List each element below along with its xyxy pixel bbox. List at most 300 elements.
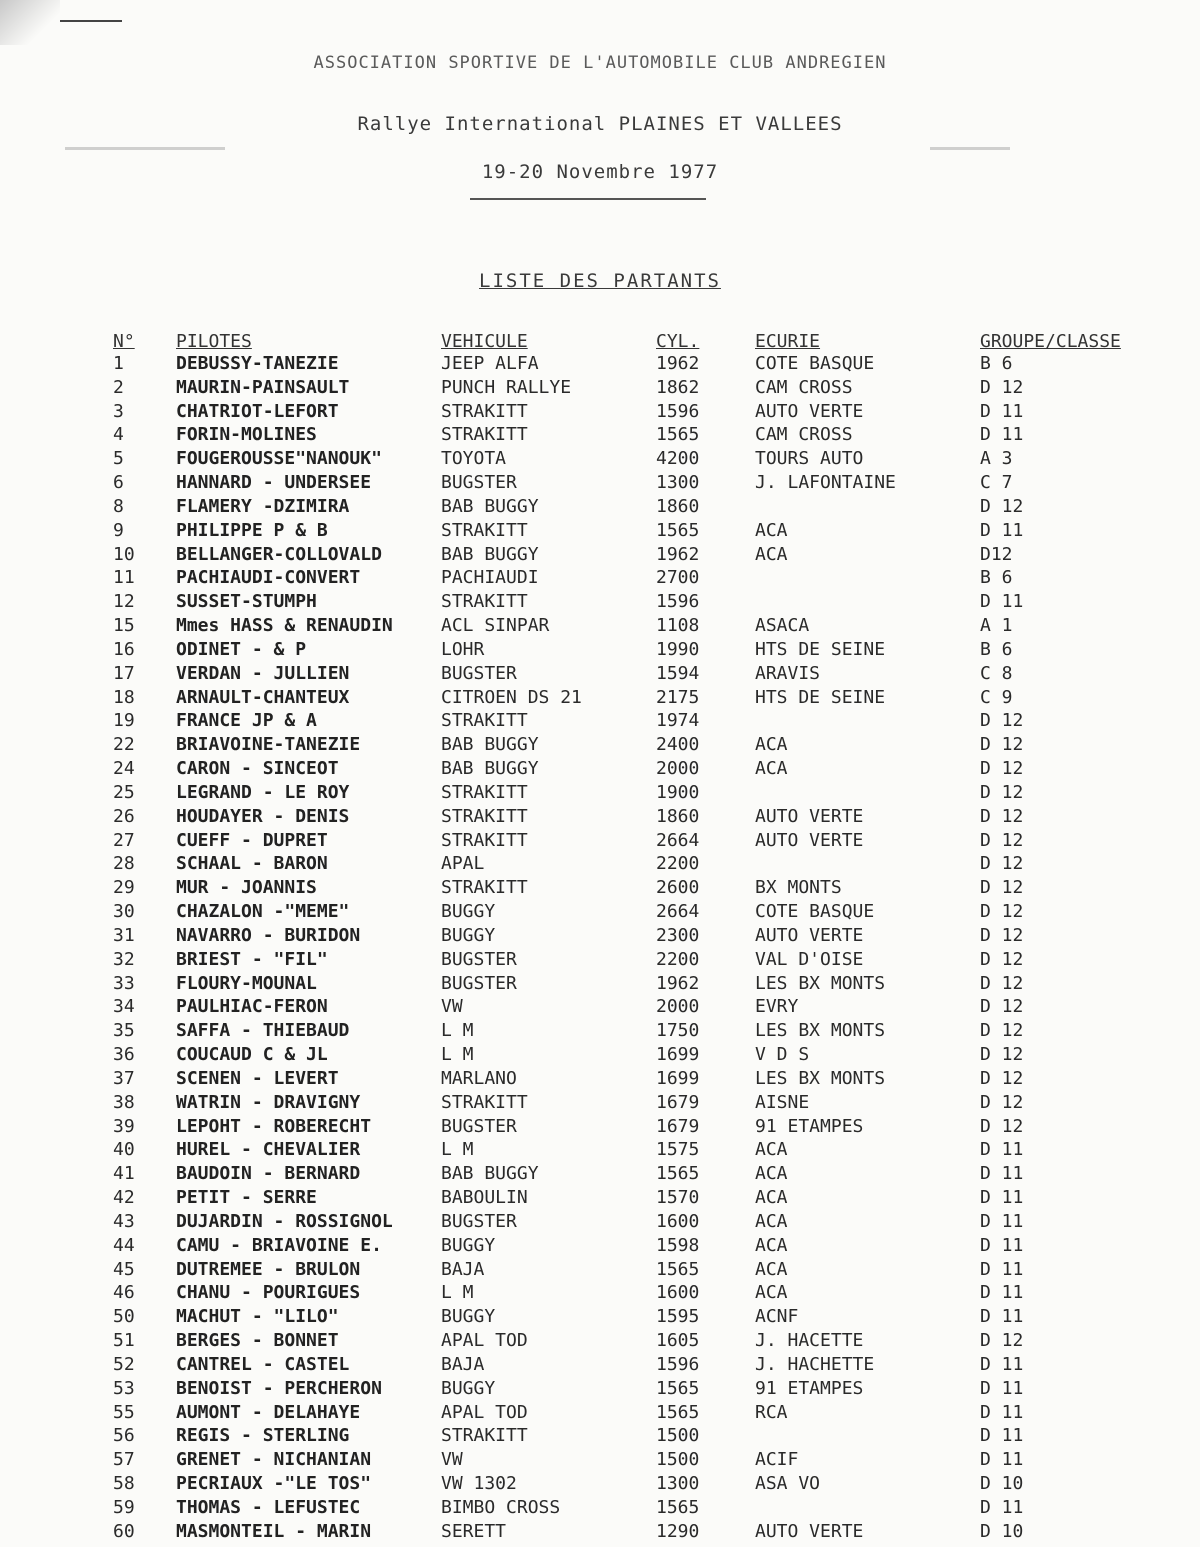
table-row [0,1091,1200,1115]
entry-ecurie: CAM CROSS [755,376,853,398]
entry-ecurie: TOURS AUTO [755,448,864,470]
entry-ecurie: ACA [755,1258,788,1280]
entry-vehicule: BAB BUGGY [441,495,539,517]
entry-pilotes: MASMONTEIL - MARIN [176,1520,372,1542]
entry-no: 18 [113,686,135,708]
entry-vehicule: BUGSTER [441,972,517,994]
entry-cyl: 1679 [656,1091,700,1113]
entry-groupe: D 11 [980,1377,1024,1399]
entry-pilotes: PECRIAUX -"LE TOS" [176,1473,372,1494]
table-row [0,495,1200,519]
header-ecurie: ECURIE [755,331,821,352]
entry-pilotes: PETIT - SERRE [176,1187,317,1209]
entry-groupe: D 12 [980,996,1024,1018]
smudge [930,147,1010,150]
entry-cyl: 1300 [656,472,700,494]
entry-pilotes: SAFFA - THIEBAUD [176,1020,350,1042]
entry-groupe: D 12 [980,972,1024,994]
entry-cyl: 1750 [656,1020,700,1042]
entry-ecurie: 91 ETAMPES [755,1115,864,1137]
entry-vehicule: L M [441,1044,474,1066]
table-row [0,1138,1200,1162]
entry-ecurie: HTS DE SEINE [755,638,886,660]
entry-vehicule: APAL [441,853,485,875]
entry-no: 52 [113,1353,135,1375]
entry-groupe: D 11 [980,424,1024,446]
entry-pilotes: SCHAAL - BARON [176,853,328,875]
entry-no: 50 [113,1306,135,1328]
entry-no: 15 [113,615,135,637]
entry-no: 55 [113,1401,135,1423]
entry-groupe: D 12 [980,758,1024,780]
entry-pilotes: SUSSET-STUMPH [176,591,317,613]
entry-groupe: D 11 [980,1210,1024,1232]
entry-pilotes: CHANU - POURIGUES [176,1282,361,1304]
table-row [0,1210,1200,1234]
table-row [0,376,1200,400]
entry-ecurie: AUTO VERTE [755,924,864,946]
entry-no: 39 [113,1115,135,1137]
table-header [0,330,1200,354]
entry-cyl: 1565 [656,1496,700,1518]
entry-no: 32 [113,948,135,970]
entry-pilotes: PAULHIAC-FERON [176,996,328,1018]
entry-pilotes: FLAMERY -DZIMIRA [176,495,350,517]
entry-vehicule: L M [441,1020,474,1042]
entry-groupe: B 6 [980,638,1013,660]
entry-cyl: 1596 [656,591,700,613]
table-row [0,1305,1200,1329]
table-row [0,471,1200,495]
entry-cyl: 1575 [656,1139,700,1161]
entry-no: 51 [113,1330,135,1352]
table-row [0,566,1200,590]
entry-ecurie: V D S [755,1044,810,1066]
entry-groupe: D 12 [980,1020,1024,1042]
table-row [0,995,1200,1019]
entry-vehicule: BUGSTER [441,948,517,970]
table-row [0,519,1200,543]
entry-groupe: D 12 [980,495,1024,517]
entry-groupe: D 12 [980,1115,1024,1137]
entry-cyl: 1596 [656,400,700,422]
entry-groupe: D 11 [980,1306,1024,1328]
entry-groupe: D 12 [980,1044,1024,1066]
entry-ecurie: ASACA [755,615,810,637]
header-vehicule: VEHICULE [441,331,528,352]
entry-cyl: 1595 [656,1306,700,1328]
entry-no: 43 [113,1210,135,1232]
table-row [0,948,1200,972]
entry-no: 6 [113,472,124,494]
table-row [0,1043,1200,1067]
entry-cyl: 2700 [656,567,700,589]
entry-no: 44 [113,1234,135,1256]
entry-cyl: 2664 [656,829,700,851]
entry-pilotes: HUREL - CHEVALIER [176,1139,361,1161]
entry-vehicule: SERETT [441,1520,507,1542]
entry-ecurie: VAL D'OISE [755,948,864,970]
entry-vehicule: STRAKITT [441,591,528,613]
entry-cyl: 1570 [656,1187,700,1209]
entry-ecurie: HTS DE SEINE [755,686,886,708]
entry-cyl: 2600 [656,877,700,899]
table-row [0,733,1200,757]
entry-vehicule: BAB BUGGY [441,734,539,756]
entry-vehicule: BUGGY [441,924,496,946]
entry-cyl: 1605 [656,1330,700,1352]
entry-groupe: D 10 [980,1520,1024,1542]
entry-cyl: 1565 [656,424,700,446]
entry-ecurie: ACA [755,519,788,541]
table-row [0,924,1200,948]
table-row [0,423,1200,447]
entry-vehicule: L M [441,1282,474,1304]
entry-pilotes: COUCAUD C & JL [176,1044,328,1066]
entry-pilotes: SCENEN - LEVERT [176,1067,339,1089]
entry-cyl: 2664 [656,901,700,923]
entry-ecurie: AISNE [755,1091,810,1113]
entry-cyl: 1565 [656,1163,700,1185]
entry-groupe: D 10 [980,1473,1024,1494]
entry-no: 36 [113,1044,135,1066]
entry-groupe: D 11 [980,1425,1024,1447]
entry-cyl: 1974 [656,710,700,732]
entry-cyl: 1860 [656,495,700,517]
entry-cyl: 1500 [656,1425,700,1447]
entry-groupe: D 11 [980,1234,1024,1256]
table-row [0,638,1200,662]
entry-pilotes: Mmes HASS & RENAUDIN [176,615,393,637]
entry-vehicule: L M [441,1139,474,1161]
entry-cyl: 1862 [656,376,700,398]
entry-ecurie: ACA [755,543,788,565]
entry-groupe: D 11 [980,1187,1024,1209]
entry-cyl: 1598 [656,1234,700,1256]
entry-pilotes: ODINET - & P [176,638,307,660]
entry-pilotes: BELLANGER-COLLOVALD [176,543,382,565]
entry-ecurie: ACA [755,1282,788,1304]
entry-groupe: D12 [980,543,1013,565]
entry-pilotes: CAMU - BRIAVOINE E. [176,1234,382,1256]
entry-groupe: D 11 [980,400,1024,422]
table-row [0,1067,1200,1091]
smudge [65,147,225,150]
header-cyl: CYL. [656,331,700,352]
table-row [0,1401,1200,1425]
entry-ecurie: BX MONTS [755,877,842,899]
entry-no: 40 [113,1139,135,1161]
entry-ecurie: ACNF [755,1306,799,1328]
entry-pilotes: GRENET - NICHANIAN [176,1449,372,1471]
entry-groupe: D 11 [980,1496,1024,1518]
entry-cyl: 1290 [656,1520,700,1542]
entry-vehicule: BAJA [441,1353,485,1375]
entry-ecurie: AUTO VERTE [755,1520,864,1542]
entry-cyl: 1565 [656,519,700,541]
entry-groupe: D 12 [980,901,1024,923]
entry-ecurie: LES BX MONTS [755,972,886,994]
table-row [0,1353,1200,1377]
entry-no: 29 [113,877,135,899]
entry-no: 10 [113,543,135,565]
entry-pilotes: DUJARDIN - ROSSIGNOL [176,1210,393,1232]
association-heading: ASSOCIATION SPORTIVE DE L'AUTOMOBILE CLUB ANDREGIEN [313,53,887,73]
entry-vehicule: STRAKITT [441,805,528,827]
entry-groupe: D 12 [980,924,1024,946]
entry-no: 59 [113,1496,135,1518]
entry-no: 8 [113,495,124,517]
entry-no: 53 [113,1377,135,1399]
entry-ecurie: EVRY [755,996,799,1018]
entry-vehicule: STRAKITT [441,781,528,803]
entry-groupe: D 11 [980,1163,1024,1185]
table-row [0,781,1200,805]
entry-cyl: 1108 [656,615,700,637]
entry-groupe: C 9 [980,686,1013,708]
entry-ecurie: 91 ETAMPES [755,1377,864,1399]
entry-pilotes: ARNAULT-CHANTEUX [176,686,350,708]
entry-no: 9 [113,519,124,541]
entry-no: 19 [113,710,135,732]
entry-vehicule: BIMBO CROSS [441,1496,561,1518]
entry-vehicule: VW [441,1449,463,1471]
entry-vehicule: BAB BUGGY [441,543,539,565]
entry-cyl: 1679 [656,1115,700,1137]
entry-cyl: 2200 [656,853,700,875]
entry-ecurie: ACA [755,758,788,780]
entry-pilotes: DUTREMEE - BRULON [176,1258,361,1280]
table-row [0,686,1200,710]
entry-no: 12 [113,591,135,613]
entry-pilotes: AUMONT - DELAHAYE [176,1401,361,1423]
entry-groupe: D 11 [980,591,1024,613]
entry-no: 25 [113,781,135,803]
header-pilotes: PILOTES [176,331,252,352]
entry-pilotes: NAVARRO - BURIDON [176,924,361,946]
entry-vehicule: STRAKITT [441,519,528,541]
entry-pilotes: PACHIAUDI-CONVERT [176,567,361,589]
entry-vehicule: BUGSTER [441,472,517,494]
table-row [0,1186,1200,1210]
entry-vehicule: STRAKITT [441,829,528,851]
entry-cyl: 1565 [656,1401,700,1423]
entry-pilotes: BAUDOIN - BERNARD [176,1163,361,1185]
entry-vehicule: STRAKITT [441,710,528,732]
table-row [0,447,1200,471]
entry-groupe: C 7 [980,472,1013,494]
table-row [0,352,1200,376]
entry-vehicule: ACL SINPAR [441,615,550,637]
table-row [0,400,1200,424]
header-groupe: GROUPE/CLASSE [980,331,1121,352]
entry-pilotes: HANNARD - UNDERSEE [176,472,372,494]
entry-no: 17 [113,662,135,684]
entry-ecurie: ACA [755,1187,788,1209]
entry-groupe: D 11 [980,1449,1024,1471]
table-row [0,1281,1200,1305]
entry-groupe: D 11 [980,1139,1024,1161]
entry-no: 3 [113,400,124,422]
entry-no: 4 [113,424,124,446]
table-row [0,1258,1200,1282]
table-row [0,805,1200,829]
entry-ecurie: AUTO VERTE [755,400,864,422]
entry-vehicule: BAB BUGGY [441,1163,539,1185]
entry-pilotes: FLOURY-MOUNAL [176,972,317,994]
table-row [0,1424,1200,1448]
entry-vehicule: BUGGY [441,1234,496,1256]
entry-no: 42 [113,1187,135,1209]
entry-pilotes: HOUDAYER - DENIS [176,805,350,827]
entry-pilotes: BERGES - BONNET [176,1330,339,1352]
entry-no: 38 [113,1091,135,1113]
entry-vehicule: STRAKITT [441,424,528,446]
entry-vehicule: BUGGY [441,1306,496,1328]
entry-ecurie: ASA VO [755,1473,821,1494]
entry-groupe: D 12 [980,1067,1024,1089]
entry-cyl: 1600 [656,1282,700,1304]
entry-no: 27 [113,829,135,851]
table-row [0,829,1200,853]
entry-vehicule: BUGGY [441,901,496,923]
entry-vehicule: TOYOTA [441,448,507,470]
entry-no: 11 [113,567,135,589]
entry-vehicule: BAB BUGGY [441,758,539,780]
event-dates: 19-20 Novembre 1977 [481,161,719,183]
entry-ecurie: RCA [755,1401,788,1423]
entry-groupe: D 12 [980,781,1024,803]
entry-cyl: 1594 [656,662,700,684]
entry-no: 33 [113,972,135,994]
entry-ecurie: CAM CROSS [755,424,853,446]
entry-pilotes: CHAZALON -"MEME" [176,901,350,923]
entry-pilotes: CHATRIOT-LEFORT [176,400,339,422]
entry-cyl: 1300 [656,1473,700,1494]
entry-no: 31 [113,924,135,946]
entry-cyl: 2000 [656,996,700,1018]
entry-no: 37 [113,1067,135,1089]
entry-cyl: 1500 [656,1449,700,1471]
entry-vehicule: JEEP ALFA [441,353,539,374]
table-row [0,709,1200,733]
entry-groupe: A 1 [980,615,1013,637]
entry-groupe: D 12 [980,805,1024,827]
entry-groupe: D 12 [980,829,1024,851]
entry-ecurie: LES BX MONTS [755,1067,886,1089]
entry-groupe: D 11 [980,1353,1024,1375]
entry-pilotes: FORIN-MOLINES [176,424,317,446]
table-row [0,662,1200,686]
entry-cyl: 1860 [656,805,700,827]
entry-pilotes: BRIEST - "FIL" [176,948,328,970]
table-row [0,1019,1200,1043]
entry-cyl: 1699 [656,1067,700,1089]
entry-pilotes: DEBUSSY-TANEZIE [176,353,339,374]
entry-ecurie: ACA [755,1234,788,1256]
entry-cyl: 1990 [656,638,700,660]
entry-cyl: 1962 [656,353,700,374]
table-row [0,1472,1200,1496]
entry-no: 56 [113,1425,135,1447]
table-row [0,1448,1200,1472]
entry-ecurie: LES BX MONTS [755,1020,886,1042]
entry-groupe: D 11 [980,1258,1024,1280]
entry-pilotes: MUR - JOANNIS [176,877,317,899]
entry-ecurie: COTE BASQUE [755,901,875,923]
entry-cyl: 1565 [656,1377,700,1399]
entry-vehicule: STRAKITT [441,1091,528,1113]
table-row [0,1377,1200,1401]
entry-vehicule: BUGSTER [441,1210,517,1232]
table-row [0,1329,1200,1353]
entry-groupe: C 8 [980,662,1013,684]
table-row [0,1496,1200,1520]
entry-pilotes: CUEFF - DUPRET [176,829,328,851]
entry-vehicule: APAL TOD [441,1401,528,1423]
entry-groupe: D 12 [980,877,1024,899]
table-row [0,1234,1200,1258]
table-row [0,876,1200,900]
entry-ecurie: ACA [755,734,788,756]
entry-ecurie: J. HACETTE [755,1330,864,1352]
entry-pilotes: MACHUT - "LILO" [176,1306,339,1328]
entry-vehicule: PACHIAUDI [441,567,539,589]
entry-ecurie: J. HACHETTE [755,1353,875,1375]
entry-pilotes: VERDAN - JULLIEN [176,662,350,684]
entry-ecurie: AUTO VERTE [755,829,864,851]
entry-no: 45 [113,1258,135,1280]
entry-groupe: D 12 [980,948,1024,970]
entry-no: 41 [113,1163,135,1185]
entry-groupe: D 12 [980,734,1024,756]
entry-vehicule: STRAKITT [441,1425,528,1447]
table-row [0,757,1200,781]
entry-pilotes: CANTREL - CASTEL [176,1353,350,1375]
page-corner-fold [0,0,60,45]
table-row [0,972,1200,996]
entry-cyl: 1962 [656,543,700,565]
entry-ecurie: J. LAFONTAINE [755,472,896,494]
entry-no: 5 [113,448,124,470]
entry-groupe: B 6 [980,353,1013,374]
entry-vehicule: VW [441,996,463,1018]
entry-pilotes: MAURIN-PAINSAULT [176,376,350,398]
entry-no: 46 [113,1282,135,1304]
entry-no: 1 [113,353,124,374]
entry-no: 28 [113,853,135,875]
entry-vehicule: VW 1302 [441,1473,517,1494]
entry-no: 34 [113,996,135,1018]
list-title: LISTE DES PARTANTS [479,270,721,292]
entry-no: 2 [113,376,124,398]
entry-pilotes: REGIS - STERLING [176,1425,350,1447]
entry-pilotes: THOMAS - LEFUSTEC [176,1496,361,1518]
entry-pilotes: FOUGEROUSSE"NANOUK" [176,448,382,470]
entry-groupe: D 12 [980,376,1024,398]
event-title: Rallye International PLAINES ET VALLEES [357,113,843,135]
entry-groupe: B 6 [980,567,1013,589]
entry-cyl: 2300 [656,924,700,946]
entry-groupe: D 11 [980,1282,1024,1304]
entry-no: 22 [113,734,135,756]
entry-no: 24 [113,758,135,780]
entry-ecurie: ACA [755,1139,788,1161]
entry-pilotes: LEGRAND - LE ROY [176,781,350,803]
table-row [0,1115,1200,1139]
table-row [0,614,1200,638]
entry-no: 35 [113,1020,135,1042]
